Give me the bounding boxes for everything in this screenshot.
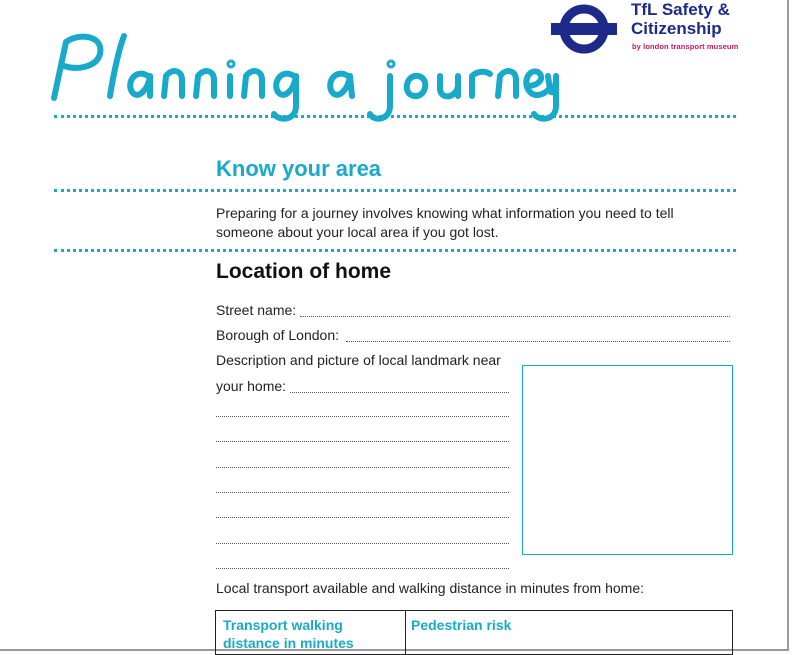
intro-line-1: Preparing for a journey involves knowing what information you need to tell (216, 205, 674, 221)
landmark-description-line[interactable] (216, 416, 509, 417)
table-header-walking-distance (223, 616, 354, 652)
tfl-roundel-logo (551, 3, 617, 55)
section-heading-know-your-area: Know your area (216, 156, 382, 181)
table-header-pedestrian-risk: Pedestrian risk (411, 617, 512, 633)
landmark-description-field[interactable] (290, 392, 509, 393)
landmark-description-line[interactable] (216, 568, 509, 569)
divider-top (54, 115, 736, 118)
landmark-label-line-2: your home: (216, 378, 287, 394)
landmark-description-line[interactable] (216, 492, 509, 493)
landmark-description-line[interactable] (216, 441, 509, 442)
divider-lower (54, 249, 736, 252)
location-heading: Location of home (216, 260, 391, 283)
logo-title-line1: TfL Safety & (631, 0, 730, 19)
logo-subtitle: by london transport museum (632, 42, 739, 51)
landmark-label-line-1: Description and picture of local landmark near (216, 352, 501, 368)
transport-table (215, 610, 733, 655)
page-title (40, 20, 560, 125)
intro-text (216, 204, 736, 242)
transport-label: Local transport available and walking distance in minutes from home: (216, 580, 645, 596)
logo-title-line2: Citizenship (631, 19, 722, 38)
landmark-description-line[interactable] (216, 517, 509, 518)
street-name-field[interactable] (300, 316, 730, 317)
landmark-description-line[interactable] (216, 467, 509, 468)
street-name-label: Street name: (216, 302, 297, 318)
logo-title (631, 0, 791, 38)
table-header-walking-line-1: Transport walking (223, 617, 343, 633)
divider-middle (54, 189, 736, 192)
landmark-description-line[interactable] (216, 543, 509, 544)
table-header-walking-line-2: distance in minutes (223, 635, 354, 651)
borough-field[interactable] (346, 341, 730, 342)
intro-line-2: someone about your local area if you got lost. (216, 224, 499, 240)
table-column-divider (405, 611, 406, 654)
borough-label: Borough of London: (216, 327, 339, 343)
landmark-picture-box[interactable] (522, 365, 733, 555)
